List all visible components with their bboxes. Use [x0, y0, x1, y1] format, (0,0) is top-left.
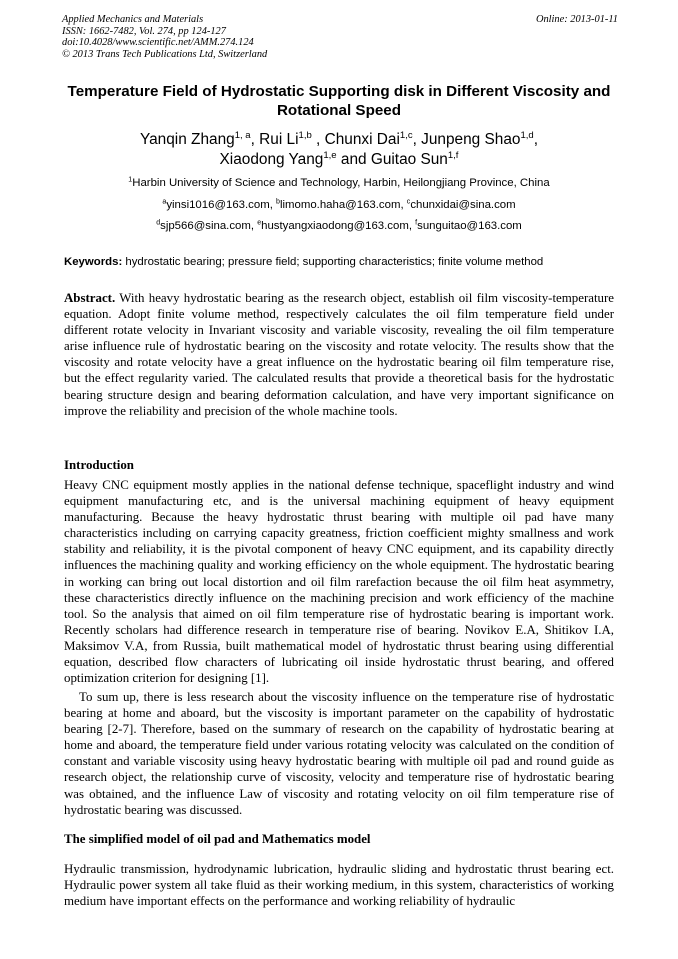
author-name: Junpeng Shao	[421, 131, 521, 148]
email-line-1: $^a$yinsi1016@163.com, $^b$limomo.haha@163.com, $^c$chunxidai@sina.com	[162, 198, 516, 211]
online-date: Online: 2013-01-11	[535, 14, 618, 25]
author-sup: 1,c	[399, 130, 413, 142]
email-address[interactable]: limomo.haha@163.com	[279, 199, 401, 211]
author-name: Chunxi Dai	[324, 131, 400, 148]
email-sup: b	[276, 198, 280, 206]
author-name: Guitao Sun	[370, 151, 448, 168]
email-address[interactable]: yinsi1016@163.com	[166, 199, 270, 211]
email-address[interactable]: hustyangxiaodong@163.com	[261, 220, 409, 232]
paper-title: Temperature Field of Hydrostatic Supporting disk in Different Viscosity and Rotational Speed	[67, 83, 611, 119]
author-name: Yanqin Zhang	[140, 131, 235, 148]
doi-line: doi:10.4028/www.scientific.net/AMM.274.124	[62, 37, 254, 48]
affiliation-sup: 1	[128, 176, 133, 184]
keywords-line	[64, 255, 624, 269]
author-sup: 1,b	[298, 130, 312, 142]
author-name: Rui Li	[259, 131, 299, 148]
email-sup: f	[415, 219, 418, 227]
email-address[interactable]: sjp566@sina.com	[160, 220, 251, 232]
author-sup: 1,e	[323, 150, 337, 162]
journal-header	[62, 14, 618, 60]
keywords-text: hydrostatic bearing; pressure field; supporting characteristics; finite volume method	[125, 256, 544, 268]
author-sup: 1,f	[447, 150, 459, 162]
model-section-paragraph: Hydraulic transmission, hydrodynamic lubrication, hydraulic sliding and hydrostatic thrust bearing ect. Hydraulic power system all take fluid as their working medium, in this system, characteristics of working medium have important effects on the performance and working reliability of hydraulic	[64, 862, 614, 909]
email-sup: d	[156, 219, 161, 227]
author-sup: 1,d	[520, 130, 534, 142]
copyright-line: © 2013 Trans Tech Publications Ltd, Switzerland	[62, 48, 268, 60]
email-address[interactable]: sunguitao@163.com	[417, 220, 522, 232]
email-line-2: $^d$sjp566@sina.com, $^e$hustyangxiaodong@163.com, $^f$sunguitao@163.com	[156, 219, 522, 232]
model-section-heading: The simplified model of oil pad and Mathematics model	[64, 832, 371, 846]
abstract-label: Abstract.	[64, 291, 116, 305]
keywords-label: Keywords:	[64, 256, 123, 268]
issn-line: ISSN: 1662-7482, Vol. 274, pp 124-127	[62, 25, 226, 37]
email-address[interactable]: chunxidai@sina.com	[410, 199, 516, 211]
journal-name: Applied Mechanics and Materials	[62, 14, 204, 25]
author-name: Xiaodong Yang	[219, 151, 324, 168]
introduction-paragraph-2: To sum up, there is less research about the viscosity influence on the temperature rise of hydrostatic bearing at home and aboard, but the viscosity is important parameter on the capability of hydrostatic bearing [2-7]. Therefore, based on the summary of research on the capability of hydrostatic bearing at home and aboard, the temperature field under various rotating velocity was calculated on the condition of constant and variable viscosity using heavy hydrostatic bearing with multiple oil pad and round guide as research object, the relationship curve of viscosity, velocity and temperature rise of hydrostatic bearing was obtained, and the influence Law of viscosity and rotating velocity on oil film temperature rise of hydrostatic bearing was discussed.	[64, 690, 614, 817]
introduction-heading: Introduction	[64, 458, 134, 472]
email-sup: c	[406, 198, 411, 206]
author-list: Yanqin Zhang$^{1, a}$, Rui Li$^{1,b}$ , Chunxi Dai$^{1,c}$, Junpeng Shao$^{1,d}$, Xiaodong Yang$^{1,e}$ and Guitao Sun$^{1,f}$	[140, 130, 538, 168]
abstract-paragraph	[64, 290, 614, 419]
abstract-text: With heavy hydrostatic bearing as the research object, establish oil film viscosity-temperature equation. Adopt finite volume method, respectively calculates the oil film temperature field under different rotate velocity in Invariant viscosity and variable viscosity, revealing the oil film temperature arise influence rule of hydrostatic bearing on the viscosity and rotate velocity. The results show that the viscosity and rotate velocity have a great influence on the hydrostatic bearing oil film temperature rise, but the effect regularity varied. The calculated results that provide a theoretical basis for the hydrostatic bearing structure design and bearing deformation calculation, and have very important significance on improve the reliability and precision of the whole machine tools.	[64, 291, 615, 418]
email-sup: e	[257, 219, 262, 227]
email-sup: a	[162, 198, 167, 206]
affiliation	[40, 176, 638, 190]
author-sup: 1, a	[234, 130, 251, 142]
affiliation-text: Harbin University of Science and Technology, Harbin, Heilongjiang Province, China	[132, 177, 550, 189]
introduction-paragraph-1: Heavy CNC equipment mostly applies in the national defense technique, spaceflight industry and wind equipment manufacturing etc, and is the universal machining equipment of heavy equipment manufacturing. Because the heavy hydrostatic thrust bearing with multiple oil pad have many characteristics including on carrying capacity greatness, friction coefficient mighty smallness and work stability and reliability, it is the pivotal component of heavy CNC equipment, and its capability directly influences the machining quality and working efficiency on the whole equipment. The hydrostatic bearing in working can bring out local distortion and oil film rarefaction because the oil film heat asymmetry, these characteristics directly influence on the machining precision and work efficiency of the machine tool. So the analysis that aimed on oil film temperature rise of hydrostatic bearing is important work. Recently scholars had difference research in temperature rise of bearing. Novikov E.A, Shitikov I.A, Maksimov V.A, from Russia, built mathematical model of hydrostatic thrust bearing using differential equation, described flow characters of lubricating oil inside hydrostatic thrust bearing, and offered optimization criterion for designing [1].	[64, 478, 614, 686]
